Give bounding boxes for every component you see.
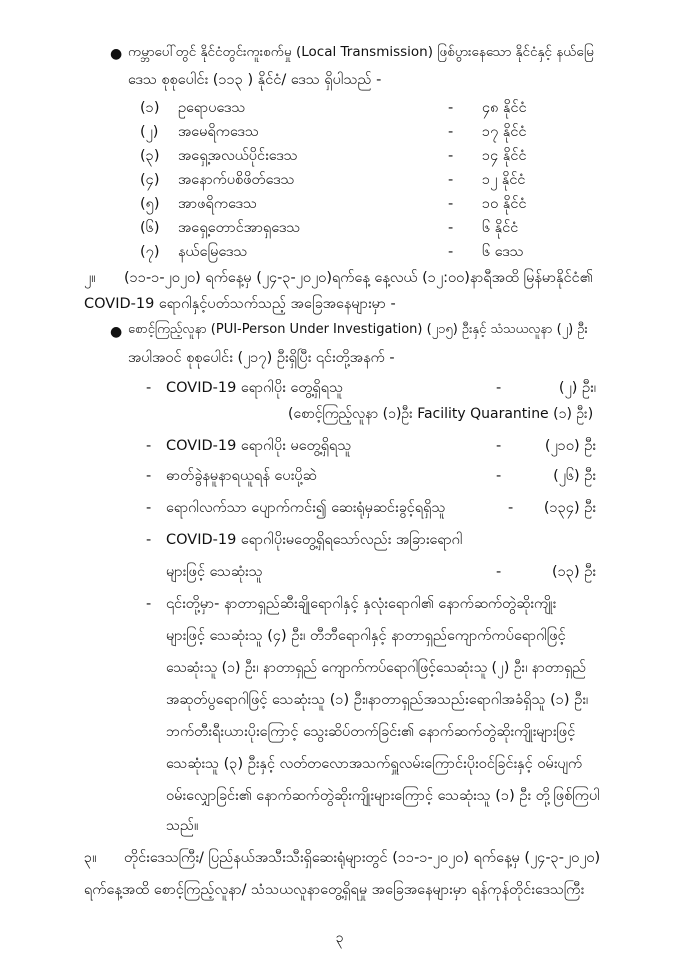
item-label: ဓာတ်ခွဲနမူနာရယူရန် ပေးပို့ဆဲ [166, 468, 317, 484]
region-num: (၅) [140, 196, 160, 212]
region-num: (၆) [140, 220, 160, 236]
section1-bullet-line2: ဒေသ စုစုပေါင်း (၁၁၃ ) နိုင်ငံ/ ဒေသ ရှိပါသည် - [128, 72, 382, 88]
region-name: အရှေ့အလယ်ပိုင်းဒေသ [178, 148, 298, 164]
section2-bullet-line2: အပါအဝင် စုစုပေါင်း (၂၁၇) ဦးရှိပြီး ၎င်းတို့အနက် - [128, 350, 395, 366]
region-num: (၂) [140, 124, 159, 140]
region-name: အာဖရိကဒေသ [178, 196, 257, 212]
section2-line1: (၁၁-၁-၂၀၂၀) ရက်နေ့မှ (၂၄-၃-၂၀၂၀)ရက်နေ့ နေ့လယ် (၁၂:၀၀)နာရီအထိ မြန်မာနိုင်ငံ၏ [124, 270, 593, 286]
region-name: အမေရိကဒေသ [178, 124, 259, 140]
paragraph-line: သေဆုံးသူ (၃) ဦးနှင့် လတ်တလောအသက်ရှူလမ်းကြောင်းပိုးဝင်ခြင်းနှင့် ဝမ်းပျက် [166, 756, 583, 772]
item-separator: - [496, 438, 502, 454]
item-dash: - [146, 532, 152, 548]
item-separator: - [496, 468, 502, 484]
region-dash: - [448, 148, 454, 164]
region-num: (၄) [140, 172, 160, 188]
section3-number: ၃။ [84, 850, 97, 866]
item-value: (၂၆) ဦး [553, 468, 596, 484]
region-name: အနောက်ပစိဖိတ်ဒေသ [178, 172, 295, 188]
section2-line2: COVID-19 ရောဂါနှင့်ပတ်သက်သည့် အခြေအနေများမှာ - [84, 296, 396, 312]
paragraph-line: ဝမ်းလျှောခြင်း၏ နောက်ဆက်တွဲဆိုးကျိုးများကြောင့် သေဆုံးသူ (၁) ဦး တို့ဖြစ်ကြပါ [166, 788, 600, 804]
bullet-icon: ● [110, 324, 123, 340]
item-label: COVID-19 ရောဂါပိုး မတွေ့ရှိရသူ [166, 438, 352, 454]
paragraph-line: ၎င်းတို့မှာ- နာတာရှည်ဆီးချိုရောဂါနှင့် နှလုံးရောဂါ၏ နောက်ဆက်တွဲဆိုးကျိုး [166, 596, 557, 612]
region-dash: - [448, 172, 454, 188]
item-separator: - [508, 500, 514, 516]
section3-line2: ရက်နေ့အထိ စောင့်ကြည့်လူနာ/ သံသယလူနာတွေ့ရှိရမှု အခြေအနေများမှာ ရန်ကုန်တိုင်းဒေသကြီး [84, 882, 585, 898]
region-value: ၁၂ နိုင်ငံ [482, 172, 526, 188]
bullet-icon: ● [110, 46, 123, 62]
item-value: (၂) ဦး၊ [558, 380, 596, 396]
region-value: ၄၈ နိုင်ငံ [482, 100, 527, 116]
item-dash: - [146, 380, 152, 396]
paragraph-line: သေဆုံးသူ (၁) ဦး၊ နာတာရှည် ကျောက်ကပ်ရောဂါဖြင့်သေဆုံးသူ (၂) ဦး၊ နာတာရှည် [166, 660, 586, 676]
region-value: ၁၇ နိုင်ငံ [482, 124, 527, 140]
region-dash: - [448, 124, 454, 140]
region-value: ၁၄ နိုင်ငံ [482, 148, 527, 164]
section2-bullet-line1: စောင့်ကြည့်လူနာ (PUI-Person Under Investigation) (၂၁၅) ဦးနှင့် သံသယလူနာ (၂) ဦး [128, 322, 588, 337]
section2-number: ၂။ [84, 270, 96, 286]
region-num: (၃) [140, 148, 160, 164]
section3-line1: တိုင်းဒေသကြီး/ ပြည်နယ်အသီးသီးရှိဆေးရုံများတွင် (၁၁-၁-၂၀၂၀) ရက်နေ့မှ (၂၄-၃-၂၀၂၀) [124, 850, 601, 866]
paragraph-line: အဆုတ်ပွရောဂါဖြင့် သေဆုံးသူ (၁) ဦး၊နာတာရှည်အသည်းရောဂါအခံရှိသူ (၁) ဦး၊ [166, 692, 589, 708]
item-label: COVID-19 ရောဂါပိုးမတွေ့ရှိရသော်လည်း အခြားရောဂါ [166, 532, 463, 548]
region-dash: - [448, 220, 454, 236]
region-dash: - [448, 196, 454, 212]
item-separator: - [496, 380, 502, 396]
page-number: ၃ [335, 930, 344, 946]
paragraph-dash: - [146, 596, 152, 612]
item-value: (၁၃၄) ဦး [543, 500, 596, 516]
paragraph-line: များဖြင့် သေဆုံးသူ (၄) ဦး၊ တီဘီရောဂါနှင့် နာတာရှည်ကျောက်ကပ်ရောဂါဖြင့် [166, 628, 566, 644]
region-num: (၁) [140, 100, 160, 116]
item-value: (၁၃) ဦး [552, 564, 596, 580]
region-dash: - [448, 244, 454, 260]
section1-bullet-line1: ကမ္ဘာပေါ်တွင် နိုင်ငံတွင်းကူးစက်မှု (Local Transmission) ဖြစ်ပွားနေသော နိုင်ငံနှင့် နယ်မြေ [128, 44, 594, 60]
item-separator: - [496, 564, 502, 580]
item-dash: - [146, 438, 152, 454]
region-name: နယ်မြေဒေသ [178, 244, 248, 260]
item-dash: - [146, 500, 152, 516]
item-value: (၂၁၀) ဦး [544, 438, 596, 454]
item-label: (စောင့်ကြည့်လူနာ (၁)ဦး Facility Quarantine (၁) ဦး) [288, 406, 594, 422]
item-dash: - [146, 468, 152, 484]
region-name: အရှေ့တောင်အာရှဒေသ [178, 220, 301, 236]
paragraph-line: သည်။ [166, 818, 199, 834]
region-name: ဥရောပဒေသ [178, 100, 246, 116]
region-value: ၆ နိုင်ငံ [482, 220, 519, 236]
item-label: COVID-19 ရောဂါပိုး တွေ့ရှိရသူ [166, 380, 344, 396]
item-label: များဖြင့် သေဆုံးသူ [166, 564, 263, 580]
region-num: (၇) [140, 244, 160, 260]
paragraph-line: ဘက်တီးရီးယားပိုးကြောင့် သွေးဆိပ်တက်ခြင်း၏ နောက်ဆက်တွဲဆိုးကျိုးများဖြင့် [166, 724, 576, 740]
item-label: ရောဂါလက်သာ ပျောက်ကင်း၍ ဆေးရုံမှဆင်းခွင့်ရရှိသူ [166, 500, 446, 516]
region-value: ၁၀ နိုင်ငံ [482, 196, 527, 212]
region-value: ၆ ဒေသ [482, 244, 524, 260]
region-dash: - [448, 100, 454, 116]
